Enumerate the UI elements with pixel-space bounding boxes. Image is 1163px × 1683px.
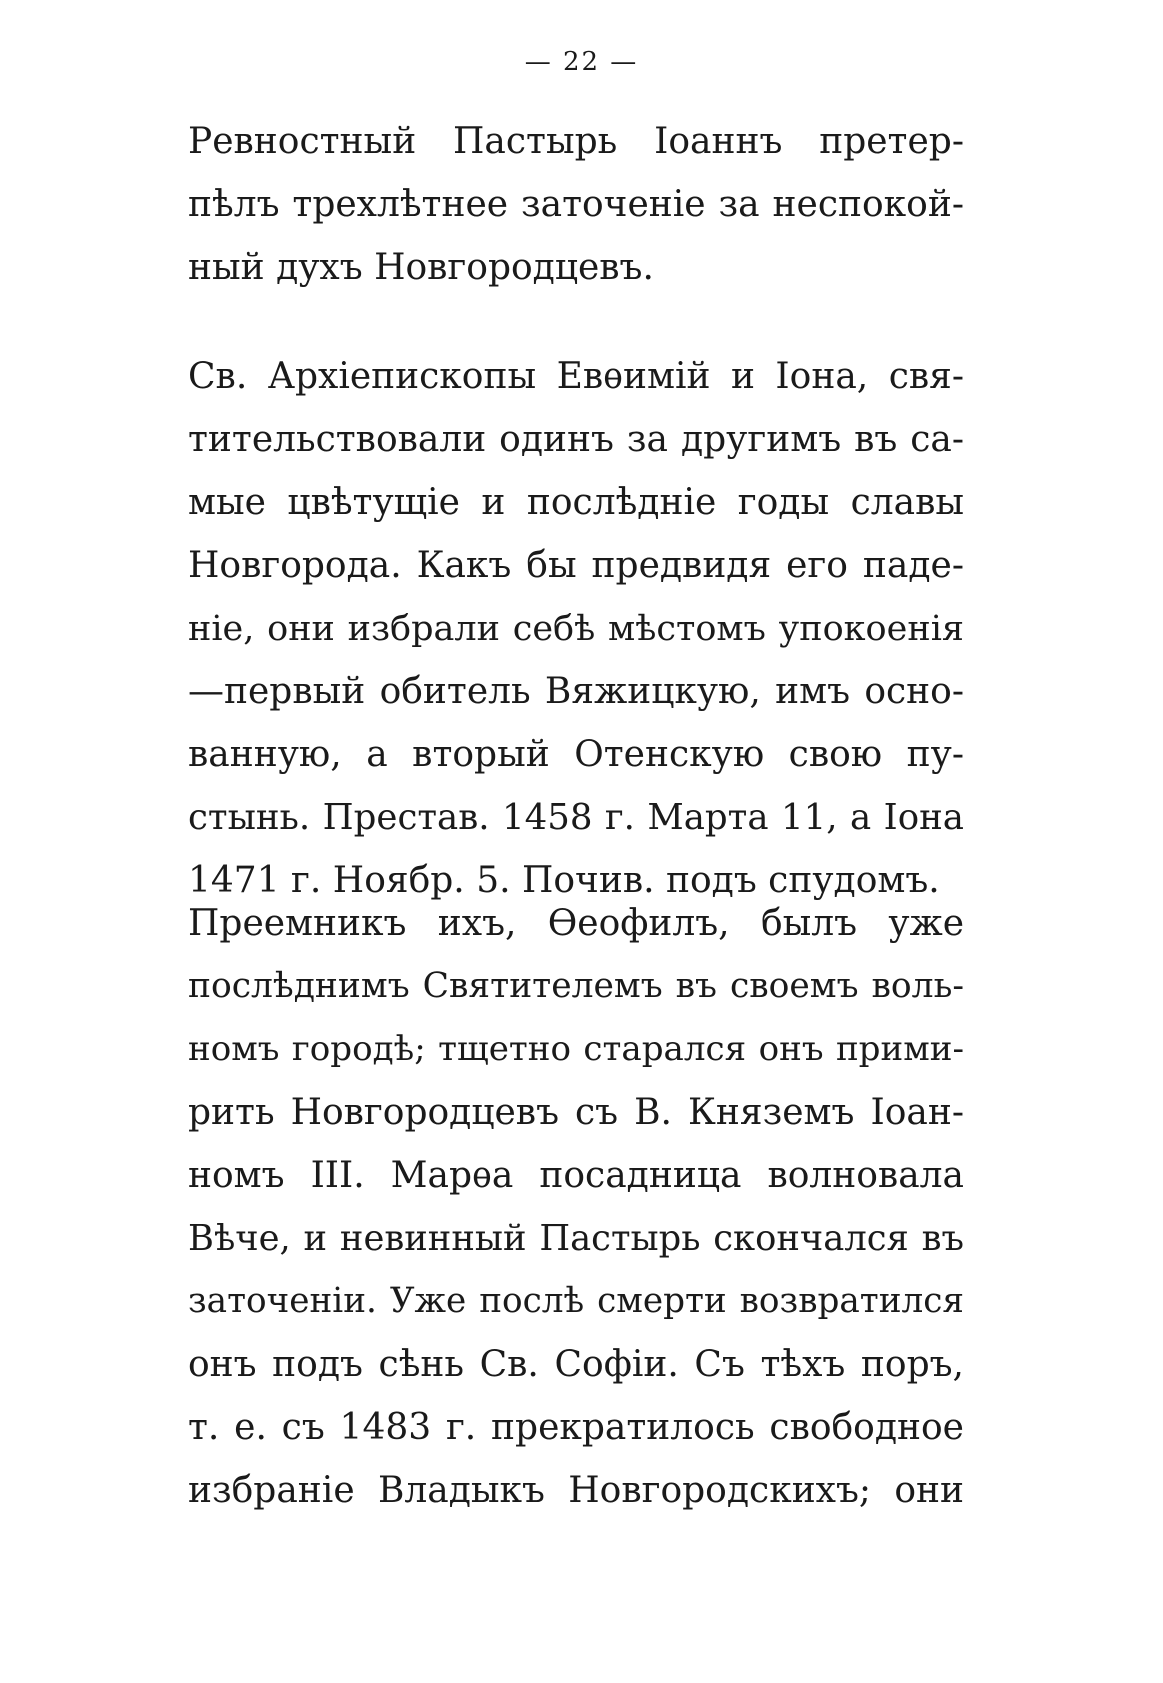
- text-line: Св. Архіепископы Евѳимій и Іона, свя-: [188, 356, 964, 397]
- text-line: пѣлъ трехлѣтнее заточеніе за неспокой-: [188, 184, 964, 225]
- text-line: стынь. Престав. 1458 г. Марта 11, а Іона: [188, 797, 964, 838]
- text-line: онъ подъ сѣнь Св. Софіи. Съ тѣхъ поръ,: [188, 1344, 964, 1385]
- text-line: мые цвѣтущіе и послѣдніе годы славы: [188, 482, 964, 523]
- page-number: — 22 —: [524, 47, 639, 77]
- paragraph-3: [188, 892, 964, 1522]
- text-line: Преемникъ ихъ, Ѳеофилъ, былъ уже: [188, 903, 964, 944]
- text-line: Новгорода. Какъ бы предвидя его паде-: [188, 545, 964, 586]
- text-line: Вѣче, и невинный Пастырь скончался въ: [188, 1218, 964, 1259]
- text-line: 1471 г. Ноябр. 5. Почив. подъ спудомъ.: [188, 860, 940, 901]
- text-line: т. е. съ 1483 г. прекратилось свободное: [188, 1407, 964, 1448]
- text-line: избраніе Владыкъ Новгородскихъ; они: [188, 1470, 964, 1511]
- text-line: послѣднимъ Святителемъ въ своемъ воль-: [188, 966, 964, 1006]
- text-line: номъ III. Марѳа посадница волновала: [188, 1155, 964, 1196]
- paragraph-1: [188, 110, 964, 299]
- text-line: рить Новгородцевъ съ В. Княземъ Іоан-: [188, 1092, 964, 1133]
- text-line: тительствовали одинъ за другимъ въ са-: [188, 419, 964, 460]
- text-line: Ревностный Пастырь Іоаннъ претер-: [188, 121, 964, 162]
- text-line: ный духъ Новгородцевъ.: [188, 247, 654, 288]
- text-line: заточеніи. Уже послѣ смерти возвратился: [188, 1281, 964, 1321]
- text-line: —первый обитель Вяжицкую, имъ осно-: [188, 671, 964, 712]
- text-line: ніе, они избрали себѣ мѣстомъ упокоенія: [188, 608, 964, 649]
- paragraph-2: [188, 345, 964, 912]
- text-line: номъ городѣ; тщетно старался онъ прими-: [188, 1029, 964, 1069]
- text-line: ванную, а вторый Отенскую свою пу-: [188, 734, 964, 775]
